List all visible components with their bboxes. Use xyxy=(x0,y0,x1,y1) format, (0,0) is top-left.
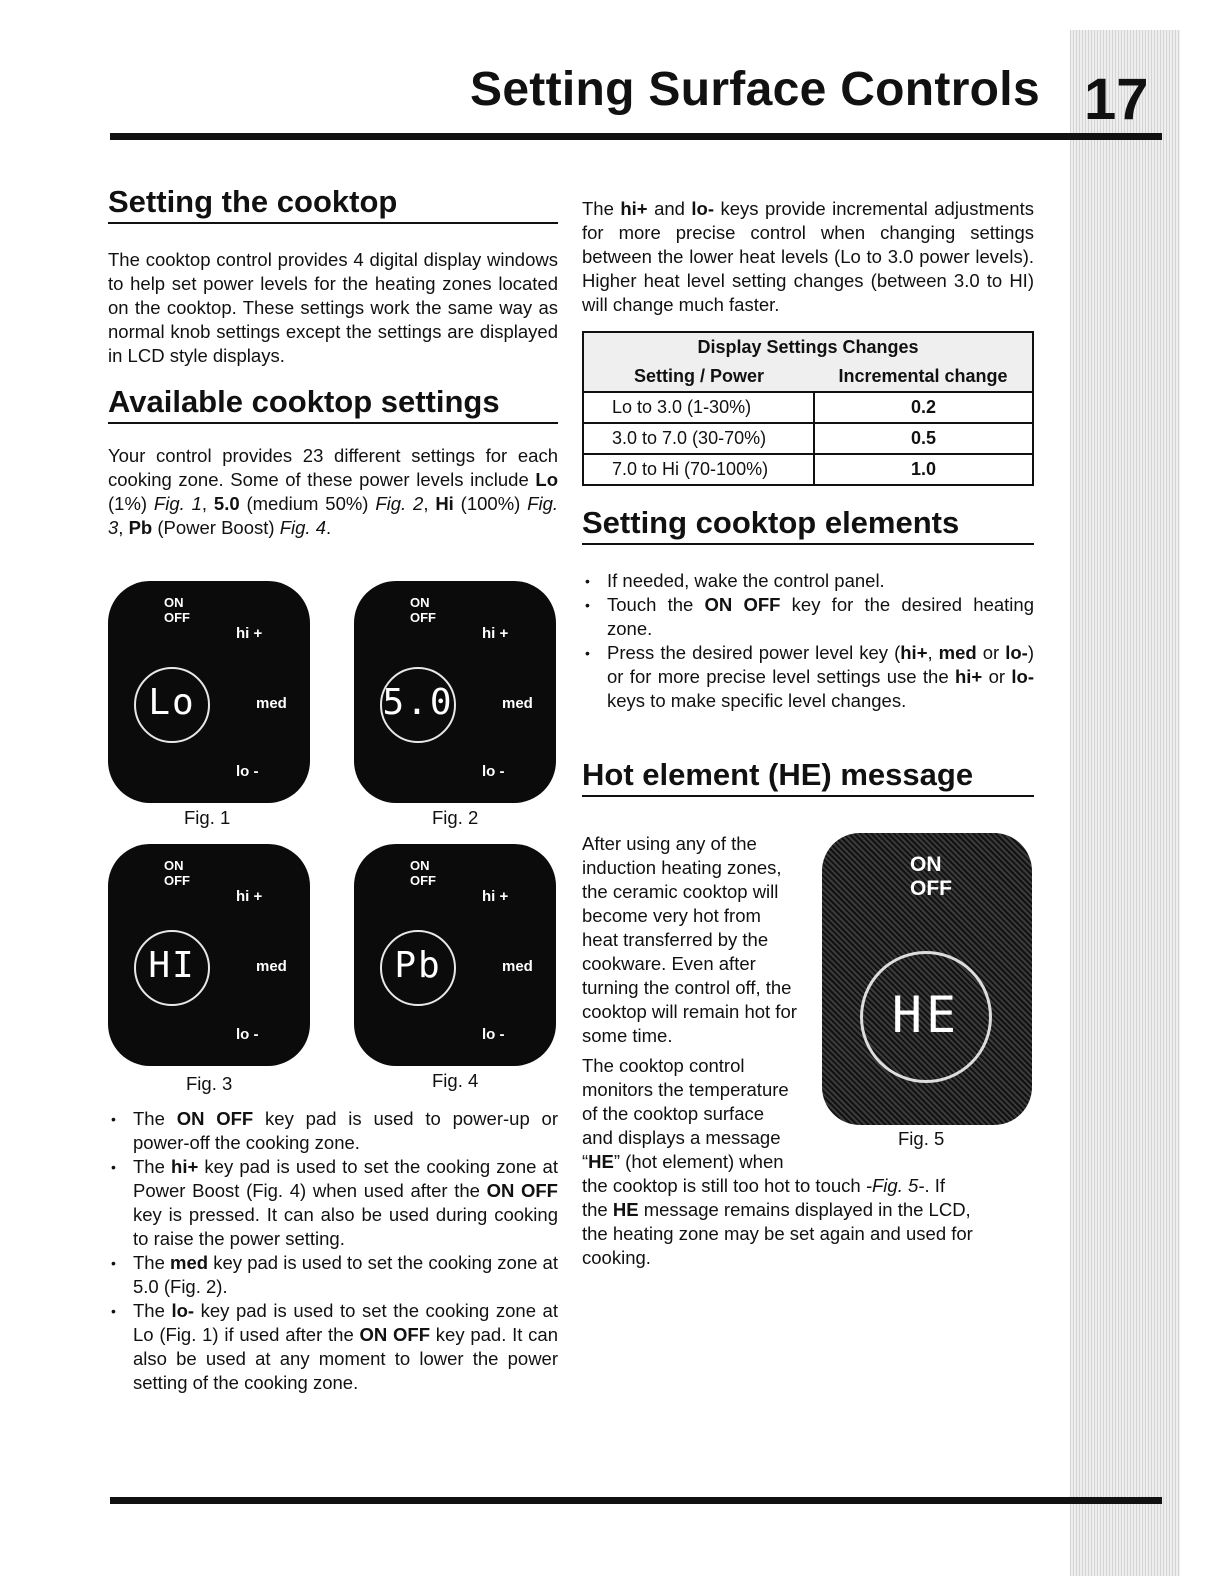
heading-cooktop-elements: Setting cooktop elements xyxy=(582,511,1034,545)
control-panel-fig1 xyxy=(108,581,310,803)
table-row: 3.0 to 7.0 (30-70%) 0.5 xyxy=(583,423,1033,454)
fig2-caption: Fig. 2 xyxy=(432,807,479,828)
setting-cooktop-body: The cooktop control provides 4 digital display windows to help set power levels for the heating zones located on the cooktop. These settings work the same way as normal knob settings except the settings are displayed in LCD style displays. xyxy=(108,249,558,366)
on-off-key: ON OFF xyxy=(164,595,190,625)
lo-minus-key: lo - xyxy=(236,1026,259,1043)
heading-hot-element: Hot element (HE) message xyxy=(582,763,1034,797)
incremental-intro: The hi+ and lo- keys provide incremental adjustments for more precise control when changing settings between the lower heat levels (Lo to 3.0 power levels). Higher heat level setting changes (between 3.0 to HI) will change much faster. xyxy=(582,198,1034,315)
hi-plus-key: hi + xyxy=(482,625,509,642)
right-intro xyxy=(582,197,1034,317)
hi-plus-key: hi + xyxy=(236,625,263,642)
table-row: 7.0 to Hi (70-100%) 1.0 xyxy=(583,454,1033,485)
display-settings-table xyxy=(582,331,1034,486)
display-readout: HE xyxy=(891,986,961,1044)
hot-element-text-upper: After using any of the induction heating zones, the ceramic cooktop will become very hot from heat transferred by the cookware. Even after turning the control off, the cooktop will remain hot for some time. The cooktop control monitors the temperature of the cooktop surface and displays a message “HE” (hot element) when xyxy=(582,833,797,1172)
lo-minus-key: lo - xyxy=(482,1026,505,1043)
heading-available-settings: Available cooktop settings xyxy=(108,390,558,424)
page-number-tab xyxy=(1070,30,1180,1576)
fig4-caption: Fig. 4 xyxy=(432,1070,479,1091)
med-key: med xyxy=(502,958,533,975)
list-item: • The hi+ key pad is used to set the cooking zone at Power Boost (Fig. 4) when used after the ON OFF key is pressed. It can also be used during cooking to raise the power setting. xyxy=(108,1155,558,1251)
page-title: Setting Surface Controls xyxy=(470,63,1040,116)
hi-plus-key: hi + xyxy=(482,888,509,905)
column-header-setting: Setting / Power xyxy=(583,362,814,392)
available-settings-body: Your control provides 23 different settings for each cooking zone. Some of these power levels include Lo (1%) Fig. 1, 5.0 (medium 50%) Fig. 2, Hi (100%) Fig. 3, Pb (Power Boost) Fig. 4. xyxy=(108,445,558,538)
list-item: • The med key pad is used to set the cooking zone at 5.0 (Fig. 2). xyxy=(108,1251,558,1299)
header-rule xyxy=(110,133,1162,140)
control-panel-fig4 xyxy=(354,844,556,1066)
display-readout: Lo xyxy=(148,682,196,723)
on-off-key: ON OFF xyxy=(164,858,190,888)
hot-element-text-lower: the cooktop is still too hot to touch -Fig. 5-. If the HE message remains displayed in the LCD, the heating zone may be set again and used for cooking. xyxy=(582,1175,973,1268)
control-panel-fig3 xyxy=(108,844,310,1066)
list-item: • The lo- key pad is used to set the cooking zone at Lo (Fig. 1) if used after the ON OFF key pad. It can also be used at any moment to lower the power setting of the cooking zone. xyxy=(108,1299,558,1395)
lo-minus-key: lo - xyxy=(236,763,259,780)
fig5-caption: Fig. 5 xyxy=(898,1128,945,1149)
med-key: med xyxy=(256,695,287,712)
display-dial xyxy=(380,667,456,743)
left-column-top xyxy=(108,184,558,540)
table-row: Lo to 3.0 (1-30%) 0.2 xyxy=(583,392,1033,423)
list-item: • Touch the ON OFF key for the desired heating zone. xyxy=(582,593,1034,641)
lo-minus-key: lo - xyxy=(482,763,505,780)
page-number: 17 xyxy=(1084,67,1149,132)
fig3-caption: Fig. 3 xyxy=(186,1073,233,1094)
list-item: • Press the desired power level key (hi+, med or lo-) or for more precise level settings use the hi+ or lo- keys to make specific level changes. xyxy=(582,641,1034,713)
med-key: med xyxy=(502,695,533,712)
display-readout: Pb xyxy=(394,945,442,986)
on-off-key: ON OFF xyxy=(410,858,436,888)
hot-element-section xyxy=(582,757,1034,797)
footer-rule xyxy=(110,1497,1162,1504)
display-readout: 5.0 xyxy=(382,682,454,723)
cooktop-elements-section xyxy=(582,505,1035,713)
display-readout: HI xyxy=(148,945,196,986)
display-dial xyxy=(134,667,210,743)
display-dial xyxy=(134,930,210,1006)
control-panel-fig2 xyxy=(354,581,556,803)
med-key: med xyxy=(256,958,287,975)
hot-element-panel xyxy=(822,833,1032,1125)
display-dial xyxy=(860,951,992,1083)
on-off-key: ON OFF xyxy=(910,853,952,900)
table-title: Display Settings Changes xyxy=(583,332,1033,362)
list-item: • If needed, wake the control panel. xyxy=(582,569,1034,593)
fig1-caption: Fig. 1 xyxy=(184,807,231,828)
hi-plus-key: hi + xyxy=(236,888,263,905)
column-header-change: Incremental change xyxy=(814,362,1033,392)
on-off-key: ON OFF xyxy=(410,595,436,625)
key-pad-descriptions xyxy=(108,1107,558,1395)
display-dial xyxy=(380,930,456,1006)
list-item: • The ON OFF key pad is used to power-up or power-off the cooking zone. xyxy=(108,1107,558,1155)
heading-setting-cooktop: Setting the cooktop xyxy=(108,190,558,224)
